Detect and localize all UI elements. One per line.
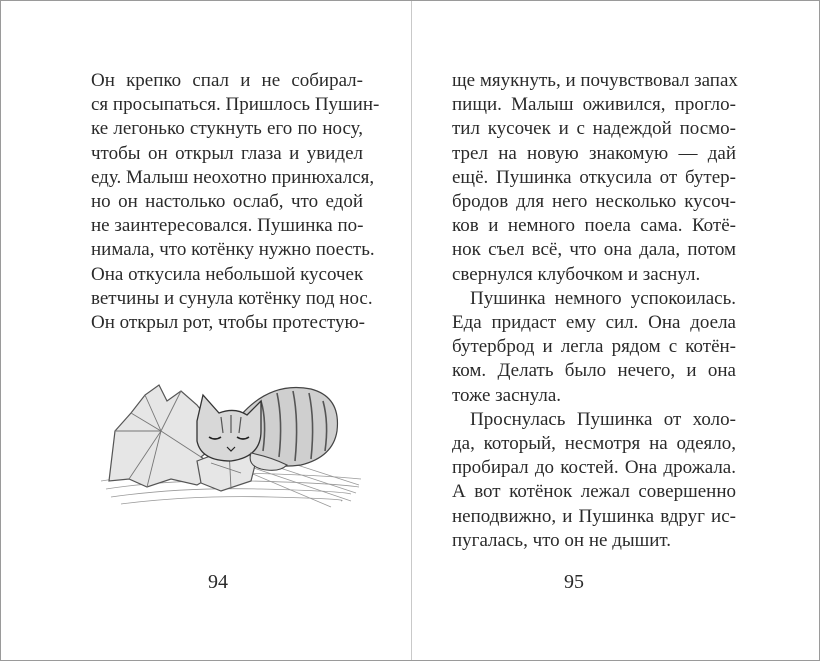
text-line: А вот котёнок лежал совершенно xyxy=(452,481,736,503)
text-line: но он настолько ослаб, что едой xyxy=(91,191,363,213)
text-line: ся просыпаться. Пришлось Пушин- xyxy=(91,94,380,116)
left-page-text xyxy=(91,69,380,335)
text-line: неподвижно, и Пушинка вдруг ис- xyxy=(452,505,736,527)
text-line: нок съел всё, что она дала, потом xyxy=(452,239,736,261)
text-line: Он крепко спал и не собирал- xyxy=(91,70,363,91)
right-page-text xyxy=(452,69,736,553)
text-line: бутерброд и легла рядом с котён- xyxy=(452,336,736,358)
text-line: трел на новую знакомую — дай xyxy=(452,142,736,164)
text-line: да, который, несмотря на одеяло, xyxy=(452,433,736,455)
text-line: не заинтересовался. Пушинка по- xyxy=(91,215,364,237)
text-line: тил кусочек и с надеждой посмо- xyxy=(452,118,736,140)
text-line: свернулся клубочком и заснул. xyxy=(452,263,701,285)
text-line: пищи. Малыш оживился, прогло- xyxy=(452,94,736,116)
text-line: Она откусила небольшой кусочек xyxy=(91,263,364,285)
kitten-figure xyxy=(197,387,337,470)
text-line: еду. Малыш неохотно принюхался, xyxy=(91,166,375,188)
text-line: нимала, что котёнку нужно поесть. xyxy=(91,239,375,261)
text-line: Еда придаст ему сил. Она доела xyxy=(452,312,736,334)
kitten-illustration xyxy=(101,361,361,511)
text-line: ще мяукнуть, и почувствовал запах xyxy=(452,70,738,91)
text-line: ком. Делать было нечего, и она xyxy=(452,360,736,382)
text-line: Он открыл рот, чтобы протестую- xyxy=(91,312,365,334)
text-line: ветчины и сунула котёнку под нос. xyxy=(91,287,373,309)
left-page xyxy=(1,1,411,660)
right-page xyxy=(412,1,819,660)
text-line: Проснулась Пушинка от холо- xyxy=(470,408,736,430)
text-line: чтобы он открыл глаза и увидел xyxy=(91,142,363,164)
text-line: тоже заснула. xyxy=(452,384,562,406)
text-line: бродов для него несколько кусоч- xyxy=(452,191,736,213)
text-line: пробирал до костей. Она дрожала. xyxy=(452,457,736,479)
text-line: Пушинка немного успокоилась. xyxy=(470,287,736,309)
page-number: 94 xyxy=(208,571,228,593)
page-number: 95 xyxy=(564,571,584,593)
text-line: ке легонько стукнуть его по носу, xyxy=(91,118,363,140)
text-line: ков и немного поела сама. Котё- xyxy=(452,215,736,237)
text-line: ещё. Пушинка откусила от бутер- xyxy=(452,166,736,188)
text-line: пугалась, что он не дышит. xyxy=(452,529,672,551)
